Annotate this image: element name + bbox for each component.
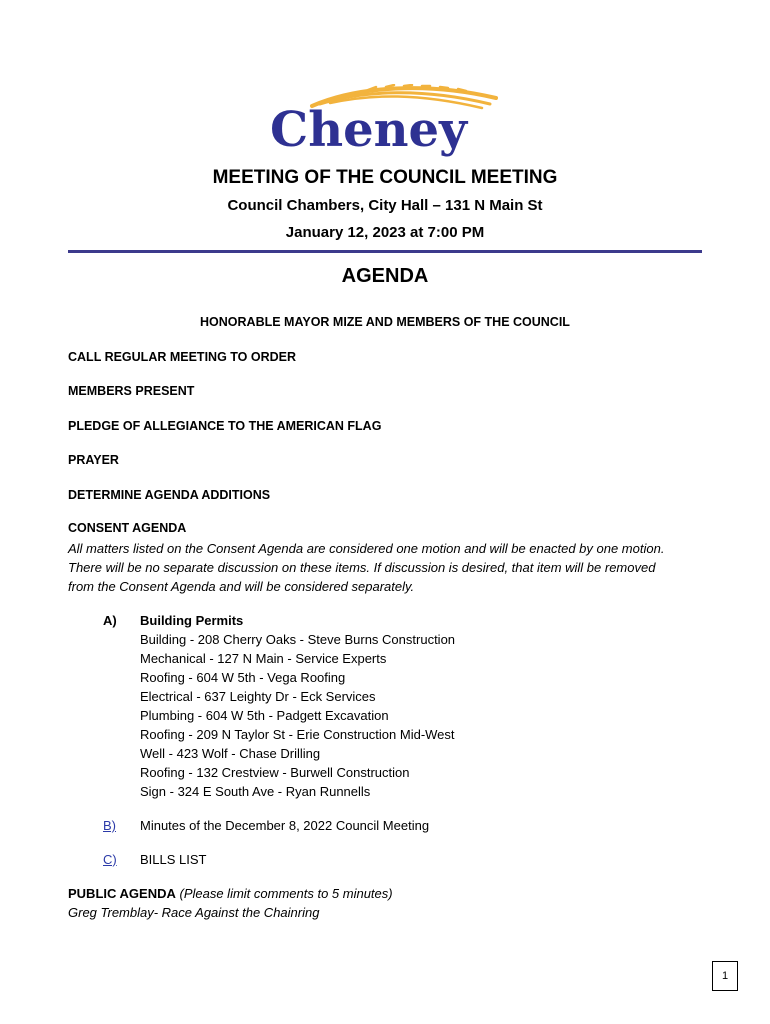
permit-item: Well - 423 Wolf - Chase Drilling bbox=[140, 746, 321, 761]
consent-description-line: There will be no separate discussion on these items. If discussion is desired, that item will be removed bbox=[68, 560, 656, 575]
section-pledge: PLEDGE OF ALLEGIANCE TO THE AMERICAN FLAG bbox=[68, 419, 382, 433]
permit-item: Mechanical - 127 N Main - Service Experts bbox=[140, 651, 387, 666]
item-c-link[interactable]: C) bbox=[103, 852, 117, 867]
permit-item: Plumbing - 604 W 5th - Padgett Excavation bbox=[140, 708, 389, 723]
permit-item: Building - 208 Cherry Oaks - Steve Burns Construction bbox=[140, 632, 456, 647]
meeting-datetime: January 12, 2023 at 7:00 PM bbox=[285, 224, 485, 241]
consent-description-line: All matters listed on the Consent Agenda are considered one motion and will be enacted by one motion. bbox=[68, 541, 665, 556]
section-call-to-order: CALL REGULAR MEETING TO ORDER bbox=[68, 350, 297, 364]
public-agenda-label: PUBLIC AGENDA bbox=[68, 886, 176, 901]
public-agenda-speaker: Greg Tremblay- Race Against the Chainring bbox=[68, 905, 320, 920]
section-prayer: PRAYER bbox=[68, 453, 119, 467]
cheney-logo bbox=[268, 84, 504, 164]
section-agenda-additions: DETERMINE AGENDA ADDITIONS bbox=[68, 488, 271, 502]
logo-wordmark: Cheney bbox=[270, 102, 467, 158]
section-members-present: MEMBERS PRESENT bbox=[68, 384, 195, 398]
permit-item: Sign - 324 E South Ave - Ryan Runnells bbox=[140, 784, 371, 799]
public-agenda-note: (Please limit comments to 5 minutes) bbox=[179, 886, 393, 901]
bills-list-item: BILLS LIST bbox=[140, 852, 207, 867]
section-consent-agenda: CONSENT AGENDA bbox=[68, 521, 187, 535]
item-a-letter: A) bbox=[103, 613, 117, 628]
meeting-location: Council Chambers, City Hall – 131 N Main St bbox=[227, 197, 543, 214]
permit-item: Electrical - 637 Leighty Dr - Eck Services bbox=[140, 689, 376, 704]
consent-description-line: from the Consent Agenda and will be considered separately. bbox=[68, 579, 415, 594]
item-b-link[interactable]: B) bbox=[103, 818, 116, 833]
consent-description bbox=[68, 539, 718, 596]
building-permits-heading: Building Permits bbox=[140, 613, 244, 628]
permit-item: Roofing - 132 Crestview - Burwell Construction bbox=[140, 765, 410, 780]
minutes-item: Minutes of the December 8, 2022 Council Meeting bbox=[140, 818, 430, 833]
permit-item: Roofing - 604 W 5th - Vega Roofing bbox=[140, 670, 346, 685]
salutation: HONORABLE MAYOR MIZE AND MEMBERS OF THE COUNCIL bbox=[200, 315, 570, 329]
meeting-title: MEETING OF THE COUNCIL MEETING bbox=[212, 167, 558, 188]
permit-item: Roofing - 209 N Taylor St - Erie Construction Mid-West bbox=[140, 727, 455, 742]
agenda-heading: AGENDA bbox=[341, 265, 429, 287]
building-permits-list bbox=[140, 630, 455, 801]
header-divider bbox=[68, 250, 702, 253]
page-number: 1 bbox=[712, 961, 738, 991]
public-agenda bbox=[68, 886, 393, 901]
